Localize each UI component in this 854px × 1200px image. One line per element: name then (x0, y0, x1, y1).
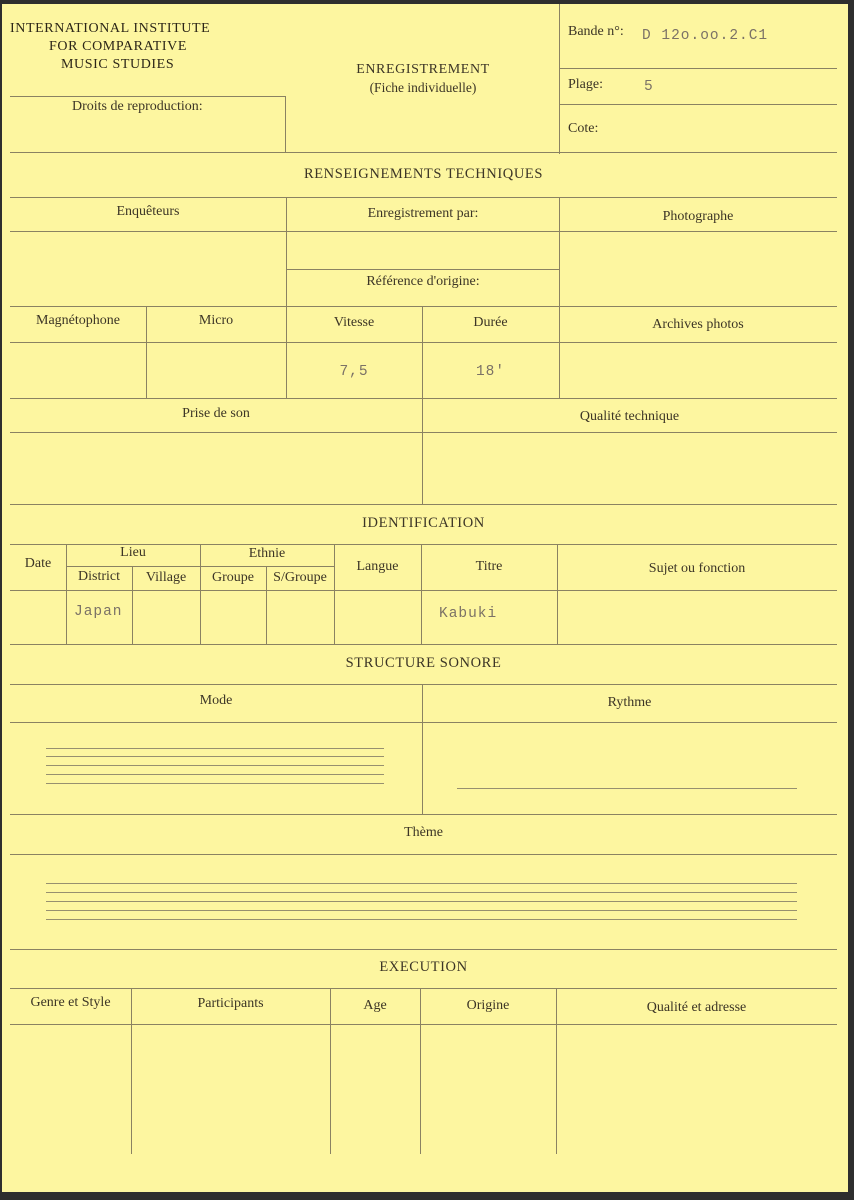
prise-de-son-label: Prise de son (182, 406, 250, 421)
rythme-label: Rythme (607, 695, 652, 710)
institute-line-1: INTERNATIONAL INSTITUTE (10, 21, 211, 36)
magnetophone-label: Magnétophone (36, 313, 120, 328)
execution-heading: EXECUTION (379, 959, 468, 975)
district-label: District (78, 569, 120, 584)
cote-label: Cote: (568, 121, 599, 136)
enqueteurs-label: Enquêteurs (116, 204, 180, 219)
sujet-label: Sujet ou fonction (648, 561, 746, 576)
qualite-technique-label: Qualité technique (579, 409, 680, 424)
groupe-label: Groupe (212, 570, 254, 585)
duree-value: 18' (475, 364, 506, 380)
sgroupe-label: S/Groupe (273, 570, 327, 585)
titre-value: Kabuki (439, 606, 498, 622)
ethnie-label: Ethnie (248, 546, 286, 561)
recording-card (2, 4, 848, 1192)
theme-label: Thème (404, 825, 443, 840)
date-label: Date (24, 556, 52, 571)
lieu-label: Lieu (120, 545, 146, 560)
age-label: Age (363, 998, 387, 1013)
bande-value: D 12o.oo.2.C1 (642, 28, 769, 44)
plage-label: Plage: (568, 77, 603, 92)
photographe-label: Photographe (662, 209, 734, 224)
rythme-line (457, 788, 797, 789)
langue-label: Langue (356, 559, 399, 574)
district-value: Japan (74, 604, 123, 620)
mode-label: Mode (199, 693, 233, 708)
enregistrement-par-label: Enregistrement par: (367, 206, 479, 221)
titre-label: Titre (475, 559, 503, 574)
structure-heading: STRUCTURE SONORE (345, 655, 502, 671)
qualite-adresse-label: Qualité et adresse (646, 1000, 747, 1015)
duree-label: Durée (473, 315, 508, 330)
institute-name (10, 20, 210, 74)
reference-label: Référence d'origine: (366, 274, 480, 289)
participants-label: Participants (197, 996, 264, 1011)
micro-label: Micro (198, 313, 234, 328)
origine-label: Origine (466, 998, 510, 1013)
droits-label: Droits de reproduction: (72, 99, 203, 114)
institute-line-2: FOR COMPARATIVE (49, 39, 188, 54)
plage-value: 5 (644, 79, 654, 95)
bande-label: Bande n°: (568, 24, 624, 39)
card-subtitle: (Fiche individuelle) (369, 80, 477, 95)
vitesse-label: Vitesse (333, 315, 375, 330)
archives-photos-label: Archives photos (652, 317, 744, 332)
vitesse-value: 7,5 (339, 364, 369, 380)
village-label: Village (145, 570, 187, 585)
card-title: ENREGISTREMENT (356, 62, 490, 77)
tech-heading: RENSEIGNEMENTS TECHNIQUES (303, 166, 544, 182)
institute-line-3: MUSIC STUDIES (61, 57, 175, 72)
genre-label: Genre et Style (30, 995, 111, 1010)
identification-heading: IDENTIFICATION (362, 515, 485, 531)
